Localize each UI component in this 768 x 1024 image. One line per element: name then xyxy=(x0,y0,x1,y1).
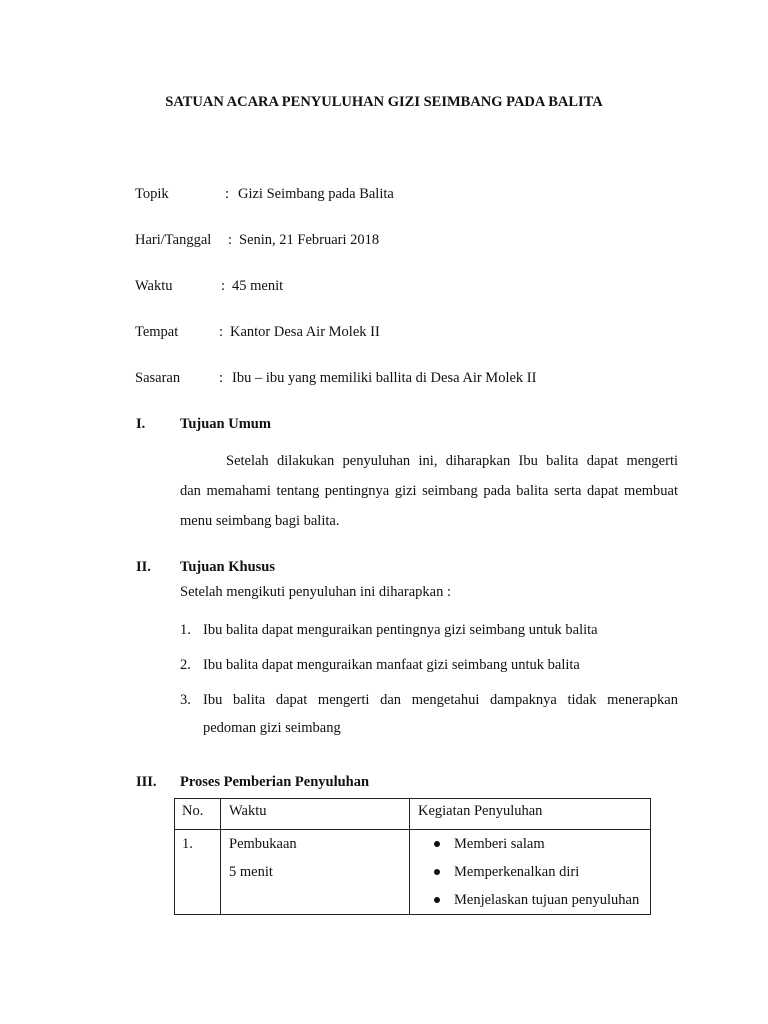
section-number: I. xyxy=(136,416,146,432)
meta-colon: : xyxy=(225,186,230,202)
kegiatan-text: Memberi salam xyxy=(454,836,545,852)
meta-label-topik: Topik xyxy=(135,186,169,202)
bullet-icon xyxy=(434,841,440,847)
proses-table xyxy=(174,798,651,915)
meta-colon: : xyxy=(219,324,224,340)
waktu-line: 5 menit xyxy=(229,864,273,880)
paragraph-line: dan memahami tentang pentingnya gizi seimbang pada balita serta dapat membuat xyxy=(180,483,678,499)
meta-value-hari-tanggal: Senin, 21 Februari 2018 xyxy=(239,232,380,248)
meta-colon: : xyxy=(219,370,224,386)
list-item-number: 1. xyxy=(180,622,191,638)
table-row xyxy=(175,830,651,915)
table-cell-no: 1. xyxy=(175,830,221,915)
list-item-text: Ibu balita dapat menguraikan manfaat gizi seimbang untuk balita xyxy=(203,657,580,673)
list-item xyxy=(430,886,650,914)
list-item-text: Ibu balita dapat mengerti dan mengetahui dampaknya tidak menerapkan xyxy=(203,692,678,708)
meta-label-tempat: Tempat xyxy=(135,324,179,340)
section-number: III. xyxy=(136,774,157,790)
meta-colon: : xyxy=(228,232,233,248)
list-item-number: 3. xyxy=(180,692,191,708)
tujuan-umum-paragraph xyxy=(180,451,678,531)
bullet-icon xyxy=(434,897,440,903)
section-title-proses: Proses Pemberian Penyuluhan xyxy=(180,774,370,790)
tujuan-khusus-intro: Setelah mengikuti penyuluhan ini diharapkan : xyxy=(180,584,452,600)
document-title: SATUAN ACARA PENYULUHAN GIZI SEIMBANG PADA BALITA xyxy=(165,94,603,110)
list-item xyxy=(430,858,650,886)
meta-value-sasaran: Ibu – ibu yang memiliki ballita di Desa Air Molek II xyxy=(232,370,537,386)
kegiatan-text: Memperkenalkan diri xyxy=(454,864,580,880)
meta-value-topik: Gizi Seimbang pada Balita xyxy=(238,186,394,202)
list-item-text-continuation: pedoman gizi seimbang xyxy=(203,720,341,736)
table-cell-kegiatan xyxy=(410,830,651,915)
section-number: II. xyxy=(136,559,151,575)
meta-value-tempat: Kantor Desa Air Molek II xyxy=(230,324,380,340)
paragraph-line: menu seimbang bagi balita. xyxy=(180,513,340,529)
section-title-tujuan-khusus: Tujuan Khusus xyxy=(180,559,275,575)
waktu-line: Pembukaan xyxy=(229,836,297,852)
bullet-icon xyxy=(434,869,440,875)
table-header-waktu: Waktu xyxy=(221,799,410,830)
table-header-no: No. xyxy=(175,799,221,830)
section-title-tujuan-umum: Tujuan Umum xyxy=(180,416,271,432)
table-header-kegiatan: Kegiatan Penyuluhan xyxy=(410,799,651,830)
table-header-row xyxy=(175,799,651,830)
kegiatan-list xyxy=(410,830,650,914)
list-item-number: 2. xyxy=(180,657,191,673)
list-item xyxy=(430,830,650,858)
meta-value-waktu: 45 menit xyxy=(232,278,284,294)
meta-label-waktu: Waktu xyxy=(135,278,173,294)
paragraph-line: Setelah dilakukan penyuluhan ini, diharapkan Ibu balita dapat mengerti xyxy=(226,453,678,469)
table-cell-waktu xyxy=(221,830,410,915)
list-item-text: Ibu balita dapat menguraikan pentingnya gizi seimbang untuk balita xyxy=(203,622,598,638)
meta-label-sasaran: Sasaran xyxy=(135,370,181,386)
meta-label-hari-tanggal: Hari/Tanggal xyxy=(135,232,212,248)
kegiatan-text: Menjelaskan tujuan penyuluhan xyxy=(454,892,640,908)
meta-colon: : xyxy=(221,278,226,294)
